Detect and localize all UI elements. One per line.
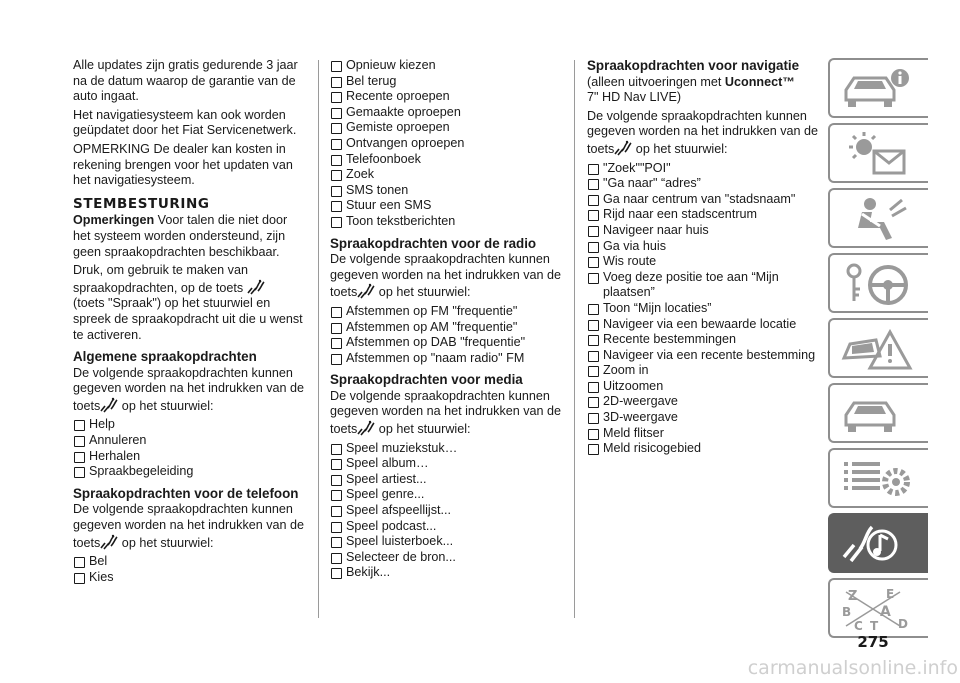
list-item: Navigeer via een bewaarde locatie [587,317,819,333]
intro-text: De volgende spraakopdrachten kunnen gegeven worden na het indrukken van de toets [330,388,562,437]
radio-intro [330,252,562,301]
navigation-commands-heading: Spraakopdrachten voor navigatie [587,58,800,73]
voice-command-icon [614,140,632,156]
tab-multimedia[interactable] [828,513,928,573]
list-item: Toon “Mijn locaties” [587,301,819,317]
list-item: Herhalen [73,449,305,465]
list-item: Help [73,417,305,433]
list-item: Speel podcast... [330,519,562,535]
column-1 [73,58,305,588]
list-item: Stuur een SMS [330,198,562,214]
list-item: Ontvangen oproepen [330,136,562,152]
navigation-intro [587,109,819,158]
list-item: Zoom in [587,363,819,379]
navigation-commands-list [587,161,819,457]
remarks-label: Opmerkingen [73,213,155,228]
navigation-note [587,75,819,106]
intro-text: De volgende spraakopdrachten kunnen gegeven worden na het indrukken van de toets [330,252,562,300]
voice-command-icon [247,279,265,295]
multimedia-voice-icon [840,521,914,567]
tab-warning-lights[interactable] [828,123,928,183]
list-item: Kies [73,570,305,586]
list-item: "Zoek""POI" [587,161,819,177]
list-item: Speel muziekstuk… [330,441,562,457]
list-item: Ga naar centrum van "stadsnaam" [587,192,819,208]
index-letter: C [854,619,863,632]
note-text: (alleen uitvoeringen met [587,74,725,89]
tab-car-info[interactable] [828,58,928,118]
intro-paragraph: Het navigatiesysteem kan ook worden geüpdatet door het Fiat Servicenetwerk. [73,107,297,138]
intro-text: De volgende spraakopdrachten kunnen gegeven worden na het indrukken van de toets [587,108,819,156]
voice-command-icon [100,397,118,413]
general-commands-heading: Algemene spraakopdrachten [73,349,257,365]
intro-suffix: op het stuurwiel: [375,285,471,300]
breakdown-icon [840,326,914,372]
list-item: Annuleren [73,433,305,449]
voice-instruction [73,263,305,343]
media-commands-heading: Spraakopdrachten voor media [330,372,523,388]
list-item: Recente oproepen [330,89,562,105]
list-item: Opnieuw kiezen [330,58,562,74]
media-intro [330,389,562,438]
watermark: carmanualsonline.info [747,657,958,679]
index-letter: Z [848,589,858,604]
column-divider [574,60,575,618]
phone-intro [73,502,305,551]
intro-text: De volgende spraakopdrachten kunnen gegeven worden na het indrukken van de toets [73,365,305,413]
warning-lights-icon [840,131,914,177]
tab-key-steering[interactable] [828,253,928,313]
list-item: Telefoonboek [330,152,562,168]
list-item: Speel genre... [330,487,562,503]
list-item: Gemiste oproepen [330,120,562,136]
radio-commands-list [330,304,562,366]
media-commands-list [330,441,562,581]
intro-suffix: op het stuurwiel: [375,422,471,437]
list-item: SMS tonen [330,183,562,199]
general-commands-list [73,417,305,479]
settings-list-icon [840,456,914,502]
remarks-text: Voor talen die niet door het systeem worden ondersteund, zijn geen spraakopdrachten beschikbaar. [73,213,288,259]
instruction-text: Druk, om gebruik te maken van spraakopdrachten, op de toets [73,263,248,295]
list-item: Ga via huis [587,239,819,255]
remarks-paragraph [73,213,305,260]
intro-text: De volgende spraakopdrachten kunnen gegeven worden na het indrukken van de toets [73,502,305,550]
list-item: "Ga naar" “adres” [587,176,819,192]
note-text: 7" HD Nav LIVE) [587,90,682,105]
chapter-tabs [828,58,928,643]
general-intro [73,366,305,415]
voice-command-icon [357,283,375,299]
page-number: 275 [857,633,889,651]
list-item: Bekijk... [330,565,562,581]
voice-command-icon [100,534,118,550]
tab-car-service[interactable] [828,383,928,443]
list-item: Speel album… [330,456,562,472]
tab-index[interactable] [828,578,928,638]
list-item: Bel [73,554,305,570]
index-letter: E [886,587,895,601]
list-item: Meld flitser [587,426,819,442]
instruction-text: (toets "Spraak") op het stuurwiel en spreek de spraakopdracht uit die u wenst te activeren. [73,296,303,342]
intro-suffix: op het stuurwiel: [632,141,728,156]
list-item: Afstemmen op "naam radio" FM [330,351,562,367]
phone-commands-list [73,554,305,585]
list-item: Afstemmen op AM "frequentie" [330,320,562,336]
list-item: Afstemmen op DAB "frequentie" [330,335,562,351]
note-paragraph: OPMERKING De dealer kan kosten in rekening brengen voor het updaten van het navigatiesysteem. [73,141,293,188]
intro-paragraph: Alle updates zijn gratis gedurende 3 jaar na de datum waarop de garantie van de auto ingaat. [73,58,298,104]
column-2 [330,58,562,584]
index-letter: B [842,605,852,619]
list-item: Rijd naar een stadscentrum [587,207,819,223]
index-letter: T [870,619,879,632]
seat-safety-icon [840,196,914,242]
phone-commands-heading: Spraakopdrachten voor de telefoon [73,485,299,501]
car-info-icon [840,66,914,112]
car-service-icon [840,391,914,437]
intro-suffix: op het stuurwiel: [118,535,214,550]
list-item: Uitzoomen [587,379,819,395]
list-item: Navigeer naar huis [587,223,819,239]
tab-settings-list[interactable] [828,448,928,508]
list-item: Meld risicogebied [587,441,819,457]
tab-breakdown[interactable] [828,318,928,378]
key-steering-icon [840,261,914,307]
list-item: Gemaakte oproepen [330,105,562,121]
index-letters-icon [840,586,914,632]
index-letter: A [880,604,891,620]
list-item: Wis route [587,254,819,270]
column-divider [318,60,319,618]
list-item: 3D-weergave [587,410,819,426]
column-3 [587,58,819,460]
list-item: Zoek [330,167,562,183]
list-item: Navigeer via een recente bestemming [587,348,819,364]
index-letter: D [898,617,908,631]
list-item: 2D-weergave [587,394,819,410]
phone-commands-list-cont [330,58,562,230]
intro-suffix: op het stuurwiel: [118,398,214,413]
voice-command-icon [357,420,375,436]
section-title: STEMBESTURING [73,195,210,212]
list-item: Bel terug [330,74,562,90]
radio-commands-heading: Spraakopdrachten voor de radio [330,235,537,251]
list-item: Voeg deze positie toe aan “Mijn plaatsen” [587,270,819,301]
list-item: Toon tekstberichten [330,214,562,230]
list-item: Spraakbegeleiding [73,464,305,480]
list-item: Speel luisterboek... [330,534,562,550]
uconnect-brand: Uconnect™ [724,74,795,89]
tab-seat-safety[interactable] [828,188,928,248]
list-item: Recente bestemmingen [587,332,819,348]
list-item: Speel artiest... [330,472,562,488]
list-item: Speel afspeellijst... [330,503,562,519]
list-item: Selecteer de bron... [330,550,562,566]
list-item: Afstemmen op FM "frequentie" [330,304,562,320]
